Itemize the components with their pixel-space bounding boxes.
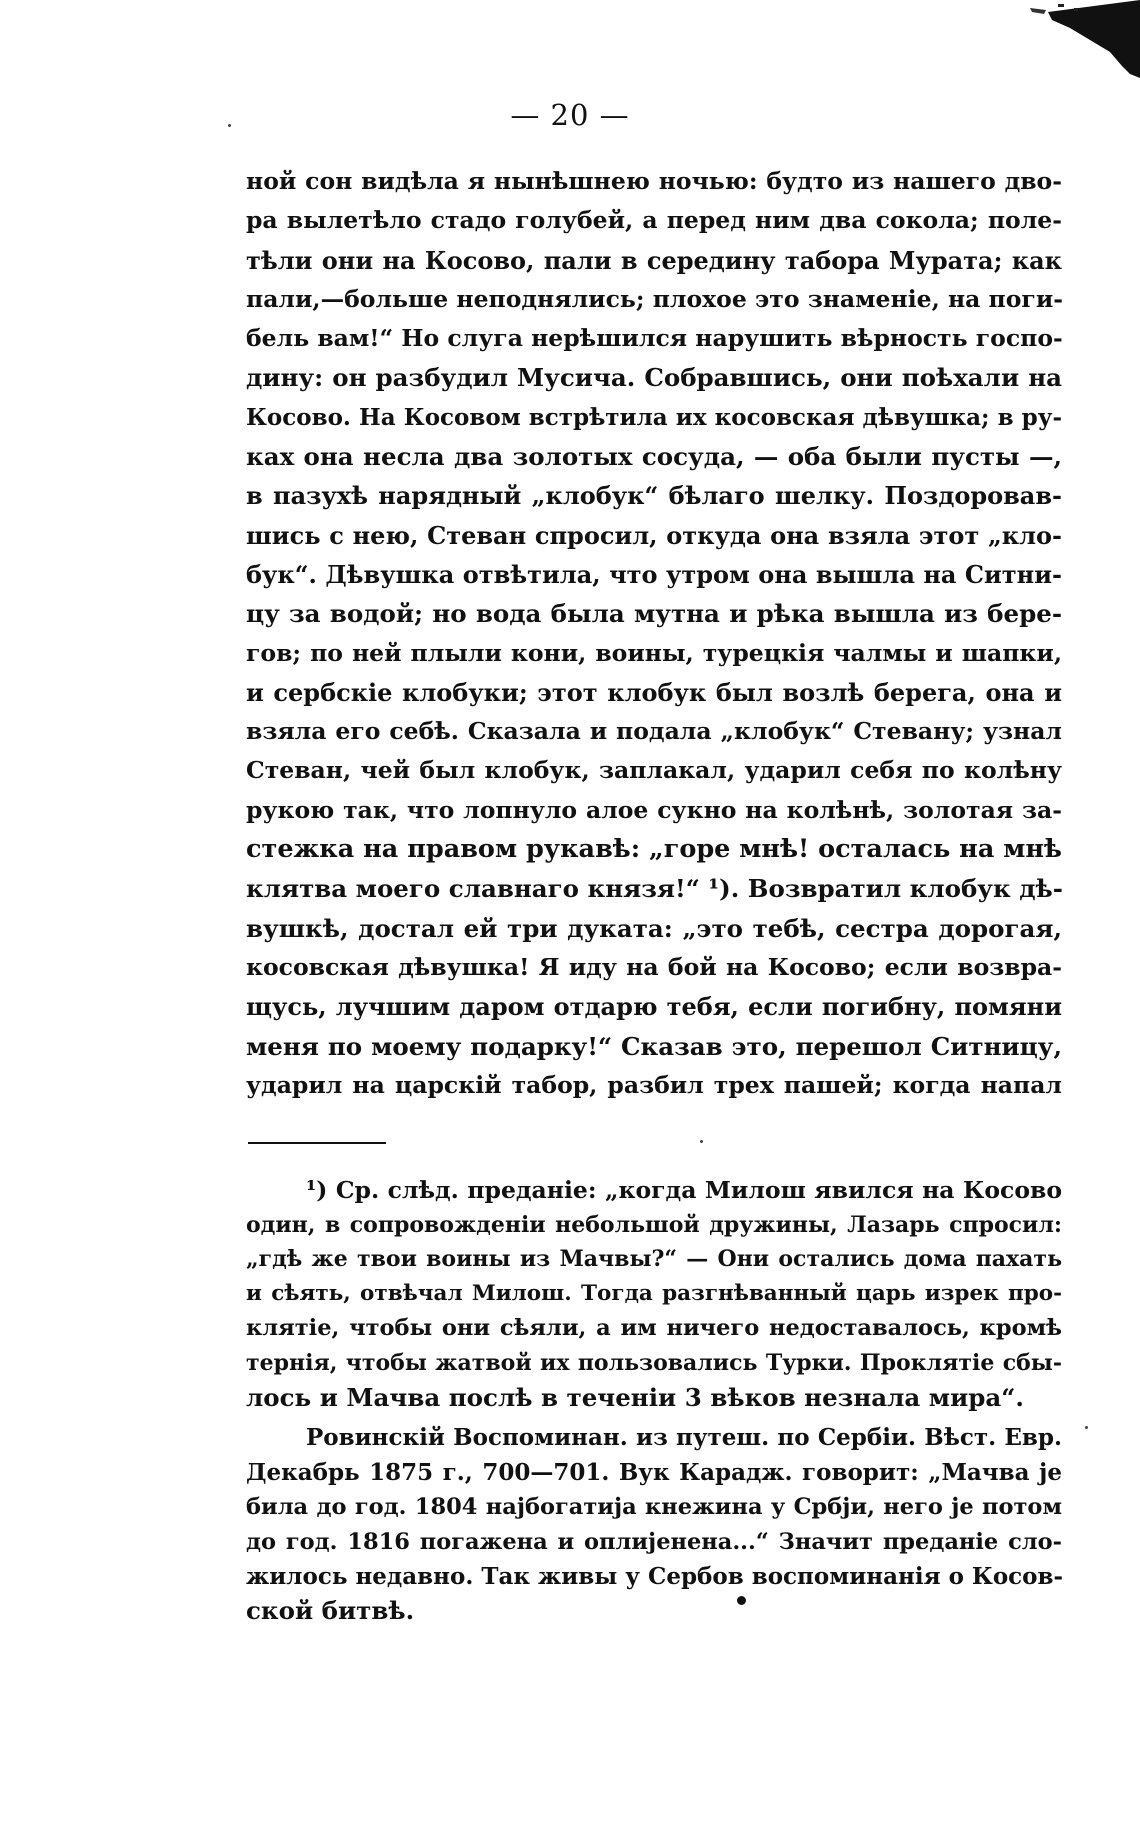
- text-line: гов; по ней плыли кони, воины, турецкія чалмы и шапки,: [246, 638, 1062, 667]
- text-line: рукою так, что лопнуло алое сукно на колѣнѣ, золотая за-: [246, 795, 1062, 824]
- footnote-1: [246, 1173, 1062, 1415]
- text-line: ра вылетѣло стадо голубей, а перед ним два сокола; поле-: [246, 206, 1062, 235]
- text-line: пали,—больше неподнялись; плохое это знаменіе, на поги-: [246, 284, 1064, 313]
- text-line: цу за водой; но вода была мутна и рѣка вышла из бере-: [246, 599, 1062, 629]
- text-line: Стеван, чей был клобук, заплакал, ударил себя по колѣну: [246, 756, 1062, 785]
- text-line: взяла его себѣ. Сказала и подала „клобук“ Стевану; узнал: [246, 717, 1062, 746]
- footnote-line: и сѣять, отвѣчал Милош. Тогда разгнѣванный царь изрек про-: [246, 1280, 1062, 1306]
- page-number: — 20 —: [510, 98, 630, 132]
- text-line: дину: он разбудил Мусича. Собравшись, они поѣхали на: [246, 363, 1062, 393]
- text-line: и сербскіе клобуки; этот клобук был возлѣ берега, она и: [246, 677, 1062, 707]
- footnote-divider: [248, 1142, 386, 1144]
- text-line: меня по моему подарку!“ Сказав это, перешол Ситницу,: [246, 1031, 1062, 1061]
- body-text: [246, 162, 1062, 1105]
- text-line: ударил на царскій табор, разбил трех пашей; когда напал: [246, 1070, 1062, 1099]
- footnote-line: „гдѣ же твои воины из Мачвы?“ — Они остались дома пахать: [246, 1246, 1062, 1273]
- footnote-line: ¹) Ср. слѣд. преданіе: „когда Милош явился на Косово: [306, 1176, 1062, 1204]
- text-line: Косово. На Косовом встрѣтила их косовская дѣвушка; в ру-: [246, 403, 1062, 431]
- text-line: косовская дѣвушка! Я иду на бой на Косово; если возвра-: [246, 952, 1062, 981]
- scan-speck: [1085, 1426, 1088, 1429]
- scan-speck: [700, 1140, 703, 1143]
- text-line: ной сон видѣла я нынѣшнею ночью: будто из нашего дво-: [246, 167, 1062, 195]
- footnote-line: Ровинскій Воспоминан. из путеш. по Сербіи. Вѣст. Евр.: [306, 1424, 1062, 1452]
- footnote-line: тернія, чтобы жатвой их пользовались Турки. Проклятіе сбы-: [246, 1349, 1062, 1376]
- text-line: шись с нею, Стеван спросил, откуда она взяла этот „кло-: [246, 520, 1062, 550]
- footnote-line: клятіе, чтобы они сѣяли, а им ничего недоставалось, кромѣ: [246, 1315, 1062, 1342]
- text-line: бель вам!“ Но слуга нерѣшился нарушить вѣрность госпо-: [246, 324, 1063, 353]
- scan-edge-mark: [1030, 0, 1140, 80]
- text-line: щусь, лучшим даром отдарю тебя, если погибну, помяни: [246, 992, 1062, 1022]
- footnote-2: [246, 1421, 1062, 1629]
- text-line: клятва моего славнаго князя!“ ¹). Возвратил клобук дѣ-: [246, 874, 1063, 904]
- text-line: бук“. Дѣвушка отвѣтила, что утром она вышла на Ситни-: [246, 559, 1062, 589]
- footnote-line: жилось недавно. Так живы у Сербов воспоминанія о Косов-: [246, 1562, 1064, 1590]
- ink-dot: [737, 1596, 746, 1605]
- footnote-line: ской битвѣ.: [246, 1596, 415, 1626]
- footnote-line: лось и Мачва послѣ в теченіи 3 вѣков незнала мира“.: [246, 1382, 1024, 1412]
- footnote-line: Декабрь 1875 г., 700—701. Вук Карадж. говорит: „Мачва је: [246, 1458, 1062, 1486]
- text-line: стежка на правом рукавѣ: „горе мнѣ! осталась на мнѣ: [246, 834, 1062, 865]
- text-line: ках она несла два золотых сосуда, — оба были пусты —,: [246, 442, 1062, 472]
- scan-speck: [228, 124, 231, 127]
- footnote-line: била до год. 1804 најбогатија кнежина у Србји, него је потом: [246, 1494, 1062, 1521]
- footnote-line: до год. 1816 погажена и оплијенена...“ Значит преданіе сло-: [246, 1528, 1062, 1555]
- footnote-line: один, в сопровожденіи небольшой дружины, Лазарь спросил:: [246, 1211, 1062, 1238]
- text-line: тѣли они на Косово, пали в середину табора Мурата; как: [246, 245, 1062, 275]
- footnotes: [246, 1173, 1062, 1629]
- text-line: в пазухѣ нарядный „клобук“ бѣлаго шелку. Поздоровав-: [246, 481, 1062, 511]
- text-line: вушкѣ, достал ей три дуката: „это тебѣ, сестра дорогая,: [246, 913, 1062, 943]
